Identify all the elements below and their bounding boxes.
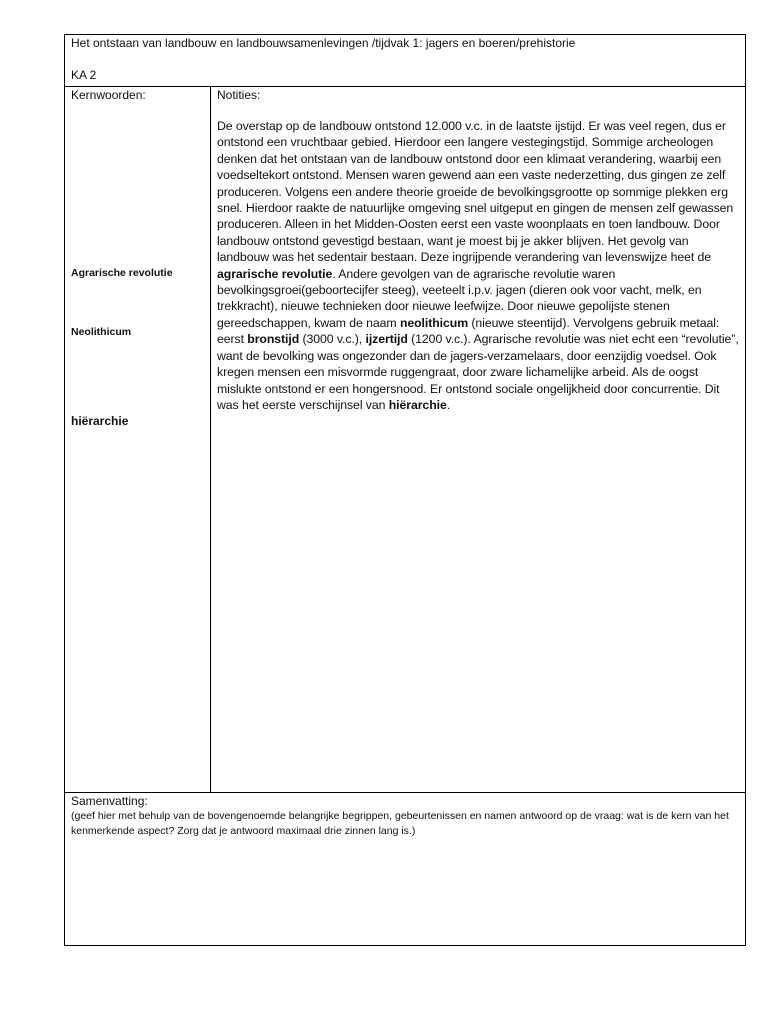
notes-term-neolithicum: neolithicum	[399, 315, 469, 330]
keyword-hierarchie: hiërarchie	[71, 414, 129, 428]
header-cell	[65, 35, 745, 87]
notes-term-bronstijd: bronstijd	[247, 332, 300, 347]
notities-label: Notities:	[217, 88, 261, 102]
notes-segment: .	[446, 397, 451, 412]
main-row	[65, 87, 745, 793]
keyword-agrarische-revolutie: Agrarische revolutie	[71, 267, 173, 279]
keyword-neolithicum: Neolithicum	[71, 326, 132, 338]
notes-segment: (nieuwe steentijd). Vervolgens gebruik metaal: eerst	[217, 315, 720, 347]
notes-term-ijzertijd: ijzertijd	[365, 332, 408, 347]
notities-text	[217, 118, 739, 413]
notities-cell[interactable]	[211, 87, 745, 792]
notes-segment: De overstap op de landbouw ontstond 12.000 v.c. in de laatste ijstijd. Er was veel regen, dus er ontstond een vruchtbaar gebied. Hierdoor een langere vestegingstijd. Sommige archeologen denken dat het ontstaan van de landbouw ontstond door een klimaat verandering, waarbij een voedseltekort ontstond. Mensen waren gewend aan een vaste nederzetting, dus gingen ze zelf produceren. Volgens een andere theorie groeide de bevolkingsgrootte op sommige plekken erg snel. Hierdoor raakte de natuurlijke omgeving snel uitgeput en gingen de mensen zelf gewassen produceren. Alleen in het Midden-Oosten eerst een vaste woonplaats en toen landbouw. Door landbouw ontstond gevestigd bestaan, want je moest bij je akker blijven. Het gevolg van landbouw was het sedentair bestaan. Deze ingrijpende verandering van levenswijze heet de	[217, 119, 734, 265]
samenvatting-cell[interactable]	[65, 793, 745, 945]
notes-term-hierarchie: hiërarchie	[388, 397, 447, 412]
notes-term-agrarische-revolutie: agrarische revolutie	[217, 266, 333, 281]
notes-segment: (3000 v.c.),	[299, 332, 366, 347]
kernwoorden-label: Kernwoorden:	[71, 88, 146, 102]
notes-segment: (1200 v.c.). Agrarische revolutie was niet echt een “revolutie”, want de bevolking was ongezonder dan de jagers-verzamelaars, door eenzijdig voedsel. Ook kregen mensen een misvormde ruggengraat, door zware lichamelijke arbeid. Als de oogst mislukte ontstond er een hongersnood. Er ontstond sociale ongelijkheid door concurrentie. Dit was het eerste verschijnsel van	[217, 332, 739, 412]
ka-code: KA 2	[71, 68, 97, 82]
samenvatting-label: Samenvatting:	[71, 794, 148, 808]
samenvatting-instruction: (geef hier met behulp van de bovengenoemde belangrijke begrippen, gebeurtenissen en namen antwoord op de vraag: wat is de kern van het kenmerkende aspect? Zorg dat je antwoord maximaal drie zinnen lang is.)	[71, 810, 729, 837]
worksheet-table	[64, 34, 746, 946]
worksheet-title: Het ontstaan van landbouw en landbouwsamenlevingen /tijdvak 1: jagers en boeren/prehistorie	[71, 36, 576, 50]
kernwoorden-cell[interactable]	[65, 87, 211, 792]
notes-segment: . Andere gevolgen van de agrarische revolutie waren bevolkingsgroei(geboortecijfer steeg), veeteelt i.p.v. jagen (dieren ook voor vacht, melk, en trekkracht), nieuwe technieken door nieuwe leefwijze. Door nieuwe gepolijste stenen gereedschappen, kwam de naam	[217, 266, 702, 330]
